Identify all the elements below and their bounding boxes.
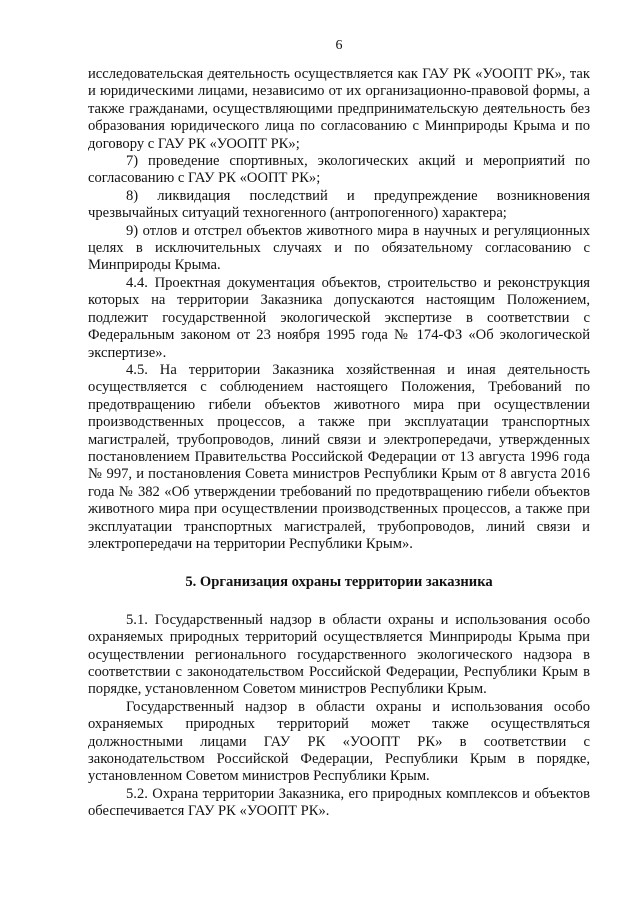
paragraph-item-9: 9) отлов и отстрел объектов животного мира в научных и регуляционных целях в исключительных случаях и по обязательному согласованию с Минприроды Крыма.: [88, 222, 590, 274]
paragraph-4-5: 4.5. На территории Заказника хозяйственная и иная деятельность осуществляется с соблюдением настоящего Положения, Требований по предотвращению гибели объектов животного мира при осуществлении производственных процессов, а также при эксплуатации транспортных магистралей, трубопроводов, линий связи и электропередачи, утвержденных постановлением Правительства Российской Федерации от 13 августа 1996 года № 997, и постановления Совета министров Республики Крым от 8 августа 2016 года № 382 «Об утверждении требований по предотвращению гибели объектов животного мира при осуществлении производственных процессов, а также при эксплуатации транспортных магистралей, трубопроводов, линий связи и электропередачи на территории Республики Крым».: [88, 361, 590, 552]
paragraph-item-8: 8) ликвидация последствий и предупреждение возникновения чрезвычайных ситуаций техногенного (антропогенного) характера;: [88, 187, 590, 222]
paragraph-4-4: 4.4. Проектная документация объектов, строительство и реконструкция которых на территории Заказника допускаются настоящим Положением, подлежит государственной экологической экспертизе в соответствии с Федеральным законом от 23 ноября 1995 года № 174-ФЗ «Об экологической экспертизе».: [88, 274, 590, 361]
document-page: [88, 38, 590, 821]
section-heading: 5. Организация охраны территории заказника: [185, 574, 493, 591]
paragraph-continuation: исследовательская деятельность осуществляется как ГАУ РК «УООПТ РК», так и юридическими лицами, независимо от их организационно-правовой формы, а также гражданами, осуществляющими предпринимательскую деятельность без образования юридического лица по согласованию с Минприроды Крыма и по договору с ГАУ РК «УООПТ РК»;: [88, 66, 590, 152]
paragraph-5-1-second: Государственный надзор в области охраны и использования особо охраняемых природных территорий может также осуществляться должностными лицами ГАУ РК «УООПТ РК» в соответствии с законодательством Российской Федерации, Республики Крым в порядке, установленном Советом министров Республики Крым.: [88, 698, 590, 785]
bottom-paragraphs: [88, 612, 590, 821]
paragraph-5-2: 5.2. Охрана территории Заказника, его природных комплексов и объектов обеспечивается ГАУ РК «УООПТ РК».: [88, 785, 590, 820]
top-paragraphs: [88, 66, 590, 553]
paragraph-5-1: 5.1. Государственный надзор в области охраны и использования особо охраняемых природных территорий осуществляется Минприроды Крыма при осуществлении регионального государственного экологического надзора в соответствии с законодательством Российской Федерации, Республики Крым в порядке, установленном Советом министров Республики Крым.: [88, 611, 590, 698]
page-number: 6: [335, 38, 343, 53]
paragraph-item-7: 7) проведение спортивных, экологических акций и мероприятий по согласованию с ГАУ РК «ООПТ РК»;: [88, 153, 590, 187]
